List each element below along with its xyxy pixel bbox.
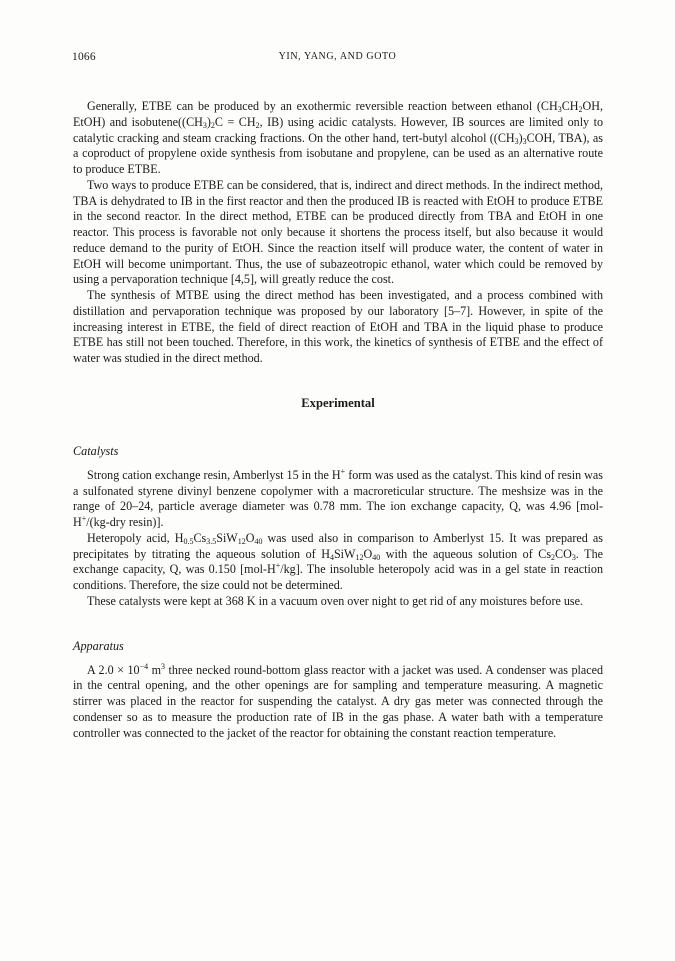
page-header — [72, 51, 603, 67]
running-head: YIN, YANG, AND GOTO — [278, 51, 397, 62]
catalysts-paragraph-3: These catalysts were kept at 368 K in a vacuum oven over night to get rid of any moistures before use. — [87, 593, 584, 608]
catalysts-paragraph-1: Strong cation exchange resin, Amberlyst 15 in the H+ form was used as the catalyst. This kind of resin was a sulfonated styrene divinyl benzene copolymer with a macroreticular structure. The meshsize was in the range of 20–24, particle average diameter was 0.78 mm. The ion exchange capacity, Q, was 4.96 [mol-H+/(kg-dry resin)]. — [73, 466, 603, 529]
intro-paragraph-3: The synthesis of MTBE using the direct method has been investigated, and a process combined with distillation and pervaporation technique was proposed by our laboratory [5–7]. However, in spite of the increasing interest in ETBE, the field of direct reaction of EtOH and TBA in the liquid phase to produce ETBE has still not been touched. Therefore, in this work, the kinetics of synthesis of ETBE and the effect of water was studied in the direct method. — [73, 288, 603, 365]
intro-paragraph-2: Two ways to produce ETBE can be considered, that is, indirect and direct methods. In the indirect method, TBA is dehydrated to IB in the first reactor and then the produced IB is reacted with EtOH to produce ETBE in the second reactor. In the direct method, ETBE can be produced directly from TBA and EtOH in one reactor. This process is favorable not only because it shortens the process itself, but also because it would reduce demand to the purity of EtOH. Since the reaction itself will produce water, the content of water in EtOH will become unimportant. Thus, the use of subazeotropic ethanol, water which could be removed by using a pervaporation technique [4,5], will greatly reduce the cost. — [73, 177, 604, 287]
intro-paragraph-1: Generally, ETBE can be produced by an exothermic reversible reaction between ethanol ($CH_3CH_2OH$, EtOH) and $isobutene((CH_3)_2C = CH_2$, IB) using acidic catalysts. However, IB sources are limited only to catalytic cracking and steam cracking fractions. On the other hand, tert-butyl alcohol ($(CH_3)_3COH$, TBA), as a coproduct of propylene oxide synthesis from isobutane and propylene, can be used as an alternative route to produce ETBE. — [73, 99, 603, 176]
article-body — [73, 99, 603, 741]
catalysts-paragraph-2: Heteropoly acid, $H_{0.5}Cs_{3.5}SiW_{12}O_{40}$ was used also in comparison to Amberlyst 15. It was prepared as precipitates by titrating the aqueous solution of $H_4SiW_{12}O_{40}$ with the aqueous solution of $Cs_2CO_3$. The exchange capacity, Q, was 0.150 [mol-H+/kg]. The insoluble heteropoly acid was in a gel state in reaction conditions. Therefore, the size could not be determined. — [73, 530, 603, 592]
page-number: 1066 — [72, 51, 96, 63]
subsection-heading-apparatus: Apparatus — [73, 638, 124, 653]
apparatus-paragraph-1: A $2.0 \times 10^{-4}$ $m^3$ three necked round-bottom glass reactor with a jacket was used. A condenser was placed in the central opening, and the other openings are for sampling and temperature measuring. A magnetic stirrer was placed in the reactor for suspending the catalyst. A dry gas meter was connected through the condenser so as to measure the production rate of IB in the gas phase. A water bath with a temperature controller was connected to the jacket of the reactor for obtaining the constant reaction temperature. — [73, 661, 604, 740]
section-heading-experimental: Experimental — [301, 395, 375, 410]
subsection-heading-catalysts: Catalysts — [73, 443, 119, 458]
